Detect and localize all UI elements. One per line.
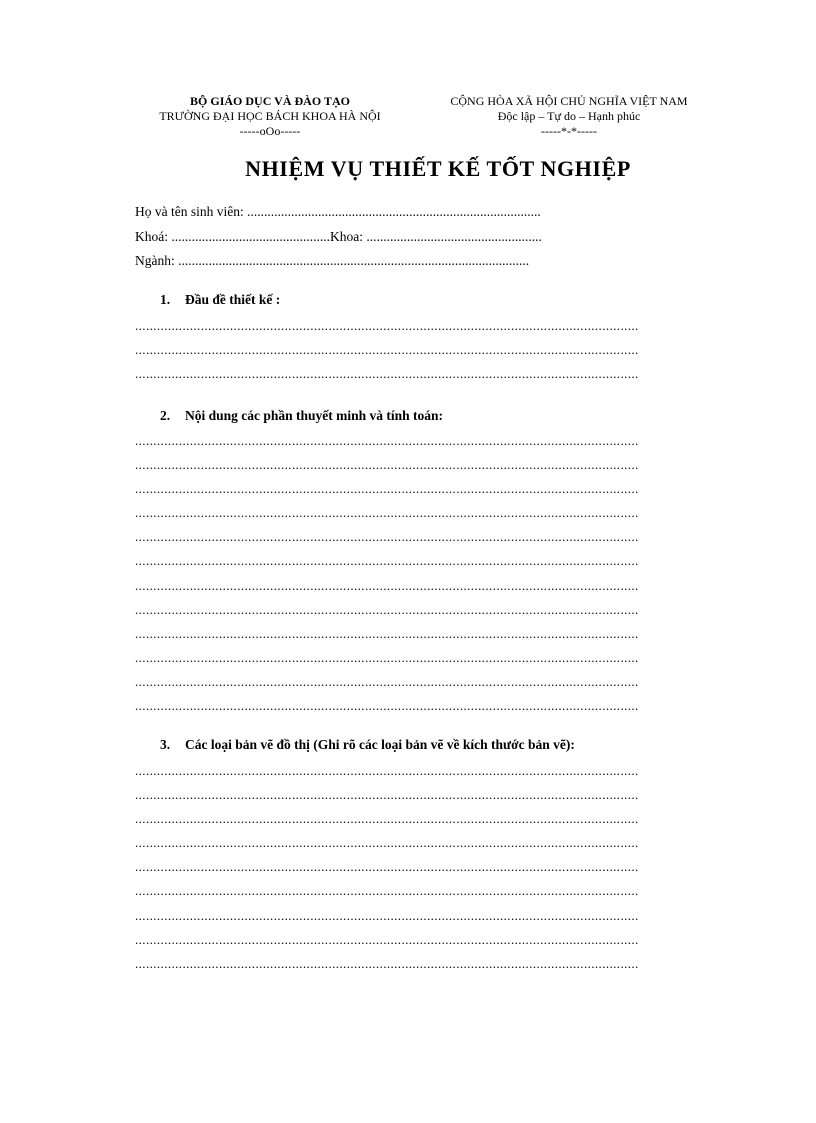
answer-line[interactable]: ..........................................................................................................................................: [135, 787, 639, 803]
answer-line[interactable]: ..........................................................................................................................................: [135, 907, 639, 923]
section-3-number: 3.: [160, 737, 171, 752]
student-fields: [135, 202, 660, 276]
section-1-title: Đầu đề thiết kế :: [185, 292, 281, 307]
section-1-number: 1.: [160, 292, 171, 307]
course-faculty-field[interactable]: Khoá: ...............................................Khoa: ....................................................: [135, 228, 542, 244]
answer-line[interactable]: ..........................................................................................................................................: [135, 505, 639, 521]
section-2-lines[interactable]: [135, 431, 658, 720]
answer-line[interactable]: ..........................................................................................................................................: [135, 481, 639, 497]
section-3-lines[interactable]: [135, 761, 658, 978]
republic-name: CỘNG HÒA XÃ HỘI CHỦ NGHĨA VIỆT NAM: [450, 94, 688, 108]
answer-line[interactable]: ..........................................................................................................................................: [135, 553, 639, 569]
university-name: TRƯỜNG ĐẠI HỌC BÁCH KHOA HÀ NỘI: [159, 109, 381, 123]
answer-line[interactable]: ..........................................................................................................................................: [135, 859, 639, 875]
answer-line[interactable]: ..........................................................................................................................................: [135, 763, 639, 778]
answer-line[interactable]: ..........................................................................................................................................: [135, 577, 639, 593]
answer-line[interactable]: ..........................................................................................................................................: [135, 835, 639, 851]
answer-line[interactable]: ..........................................................................................................................................: [135, 457, 639, 473]
section-1-lines[interactable]: [135, 316, 658, 388]
section-3-title: Các loại bản vẽ đồ thị (Ghi rõ các loại bản vẽ về kích thước bản vẽ):: [185, 737, 575, 752]
answer-line[interactable]: ..........................................................................................................................................: [135, 529, 639, 545]
answer-line[interactable]: ..........................................................................................................................................: [135, 883, 639, 899]
header-left-divider: -----oOo-----: [239, 124, 301, 138]
major-field[interactable]: Ngành: ........................................................................................................: [135, 253, 530, 268]
answer-line[interactable]: ..........................................................................................................................................: [135, 955, 639, 971]
national-motto: Độc lập – Tự do – Hạnh phúc: [497, 109, 641, 123]
document-title: NHIỆM VỤ THIẾT KẾ TỐT NGHIỆP: [245, 156, 631, 181]
answer-line[interactable]: ..........................................................................................................................................: [135, 673, 639, 689]
answer-line[interactable]: ..........................................................................................................................................: [135, 366, 639, 382]
header-right: [426, 94, 712, 139]
answer-line[interactable]: ..........................................................................................................................................: [135, 625, 639, 641]
section-3-heading: [160, 737, 575, 753]
header-left: [140, 94, 400, 139]
answer-line[interactable]: ..........................................................................................................................................: [135, 811, 639, 827]
answer-line[interactable]: ..........................................................................................................................................: [135, 342, 639, 358]
answer-line[interactable]: ..........................................................................................................................................: [135, 649, 639, 665]
section-2-title: Nội dung các phần thuyết minh và tính toán:: [185, 408, 444, 423]
section-2-heading: [160, 408, 443, 424]
header-right-divider: -----*-*-----: [541, 124, 597, 138]
answer-line[interactable]: ..........................................................................................................................................: [135, 601, 639, 617]
answer-line[interactable]: ..........................................................................................................................................: [135, 931, 639, 947]
answer-line[interactable]: ..........................................................................................................................................: [135, 698, 639, 714]
section-2-number: 2.: [160, 408, 171, 423]
student-name-field[interactable]: Họ và tên sinh viên: .......................................................................................: [135, 204, 541, 219]
answer-line[interactable]: ..........................................................................................................................................: [135, 318, 639, 333]
ministry-name: BỘ GIÁO DỤC VÀ ĐÀO TẠO: [190, 94, 350, 108]
section-1-heading: [160, 292, 280, 308]
answer-line[interactable]: ..........................................................................................................................................: [135, 433, 639, 448]
